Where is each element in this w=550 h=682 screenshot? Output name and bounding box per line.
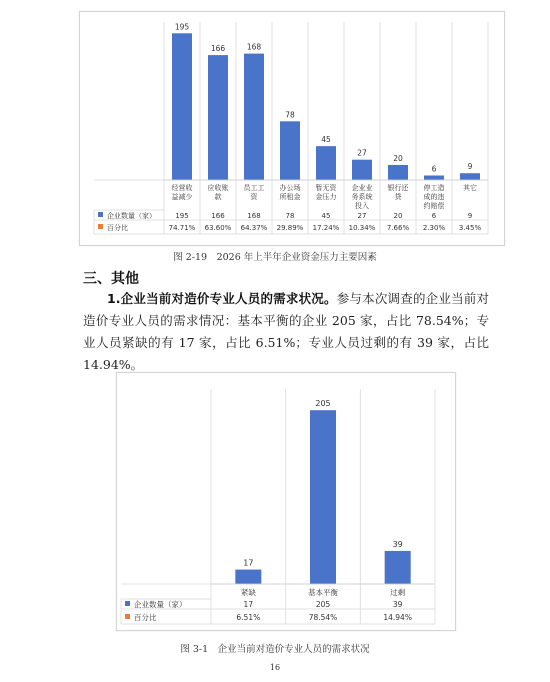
category-tick-label: 约赔偿	[423, 202, 445, 210]
category-tick-label: 紧缺	[240, 588, 256, 597]
category-tick-label: 停工造	[423, 184, 445, 192]
legend-count-label: 企业数量（家）	[107, 212, 156, 220]
table-cell: 78.54%	[308, 613, 338, 622]
chart-svg	[117, 373, 455, 630]
paragraph-body: 参与本次调查的企业当前对造价专业人员的需求情况：基本平衡的企业 205 家，占比 78.54%；专业人员紧缺的有 17 家，占比 6.51%；专业人员过剩的有 39 家，占比 14.94%。	[83, 291, 489, 372]
category-tick-label: 企业业	[351, 184, 373, 192]
table-cell: 7.66%	[386, 224, 410, 232]
table-cell: 17	[243, 600, 254, 609]
category-tick-label: 经营收	[171, 184, 193, 192]
category-tick-label: 金压力	[315, 193, 337, 201]
category-tick-label: 基本平衡	[308, 588, 338, 597]
data-label: 205	[315, 399, 331, 409]
bar	[280, 121, 300, 180]
bar	[208, 55, 228, 180]
legend-percent-marker	[125, 614, 130, 619]
table-cell: 27	[357, 212, 367, 220]
data-label: 168	[246, 42, 262, 52]
bar	[235, 570, 261, 584]
category-tick-label: 益减少	[171, 193, 193, 201]
bar	[385, 551, 411, 584]
table-cell: 29.89%	[276, 224, 304, 232]
paragraph	[83, 288, 489, 376]
bar	[460, 173, 480, 180]
table-cell: 166	[211, 212, 225, 220]
bar	[352, 160, 372, 180]
category-tick-label: 其它	[463, 184, 477, 192]
table-cell: 74.71%	[168, 224, 196, 232]
paragraph-lead: 1.企业当前对造价专业人员的需求状况。	[107, 291, 337, 306]
bar	[388, 165, 408, 180]
table-cell: 20	[393, 212, 403, 220]
table-cell: 6	[431, 212, 437, 220]
table-cell: 39	[392, 600, 403, 609]
data-label: 6	[431, 164, 437, 174]
category-tick-label: 贷	[394, 193, 402, 201]
section-heading: 三、其他	[83, 271, 139, 287]
table-cell: 17.24%	[312, 224, 340, 232]
data-label: 45	[321, 135, 331, 145]
table-cell: 63.60%	[204, 224, 232, 232]
table-cell: 205	[315, 600, 331, 609]
bar	[310, 410, 336, 584]
page-number: 16	[269, 663, 281, 672]
category-tick-label: 暂无资	[315, 184, 337, 192]
category-tick-label: 应收账	[207, 184, 229, 192]
table-cell: 3.45%	[458, 224, 482, 232]
chart-svg	[80, 12, 504, 245]
table-cell: 9	[467, 212, 473, 220]
data-label: 39	[392, 539, 403, 549]
data-label: 166	[210, 44, 226, 54]
figure-2-19-chart	[79, 11, 505, 246]
table-cell: 195	[175, 212, 189, 220]
category-tick-label: 务系统	[351, 193, 373, 201]
legend-percent-marker	[98, 224, 103, 229]
legend-percent-label: 百分比	[107, 224, 128, 232]
table-cell: 6.51%	[236, 613, 261, 622]
data-label: 17	[243, 558, 254, 568]
table-cell: 64.37%	[240, 224, 268, 232]
table-cell: 14.94%	[383, 613, 412, 622]
category-tick-label: 员工工	[243, 184, 265, 192]
table-cell: 10.34%	[348, 224, 376, 232]
data-label: 20	[393, 153, 403, 163]
legend-percent-label: 百分比	[134, 613, 157, 622]
table-cell: 78	[285, 212, 295, 220]
data-label: 9	[467, 162, 473, 172]
data-label: 27	[357, 148, 367, 158]
figure-3-1-chart	[116, 372, 456, 631]
table-cell: 168	[247, 212, 261, 220]
legend-count-label: 企业数量（家）	[134, 600, 187, 609]
category-tick-label: 投入	[355, 202, 369, 210]
category-tick-label: 款	[214, 193, 222, 201]
figure-3-1-caption: 图 3-1 企业当前对造价专业人员的需求状况	[180, 644, 370, 655]
legend-count-marker	[98, 212, 103, 217]
legend-count-marker	[125, 601, 130, 606]
bar	[316, 146, 336, 180]
category-tick-label: 过剩	[390, 588, 406, 597]
category-tick-label: 资	[250, 193, 258, 201]
category-tick-label: 所租金	[279, 193, 301, 201]
data-label: 78	[285, 110, 295, 120]
table-cell: 45	[321, 212, 331, 220]
category-tick-label: 办公场	[279, 184, 301, 192]
category-tick-label: 银行还	[387, 184, 409, 192]
bar	[424, 175, 444, 180]
data-label: 195	[174, 22, 190, 32]
table-cell: 2.30%	[422, 224, 446, 232]
bar	[244, 54, 264, 180]
category-tick-label: 成的违	[423, 193, 445, 201]
figure-2-19-caption: 图 2-19 2026 年上半年企业资金压力主要因素	[173, 252, 377, 263]
bar	[172, 33, 192, 180]
